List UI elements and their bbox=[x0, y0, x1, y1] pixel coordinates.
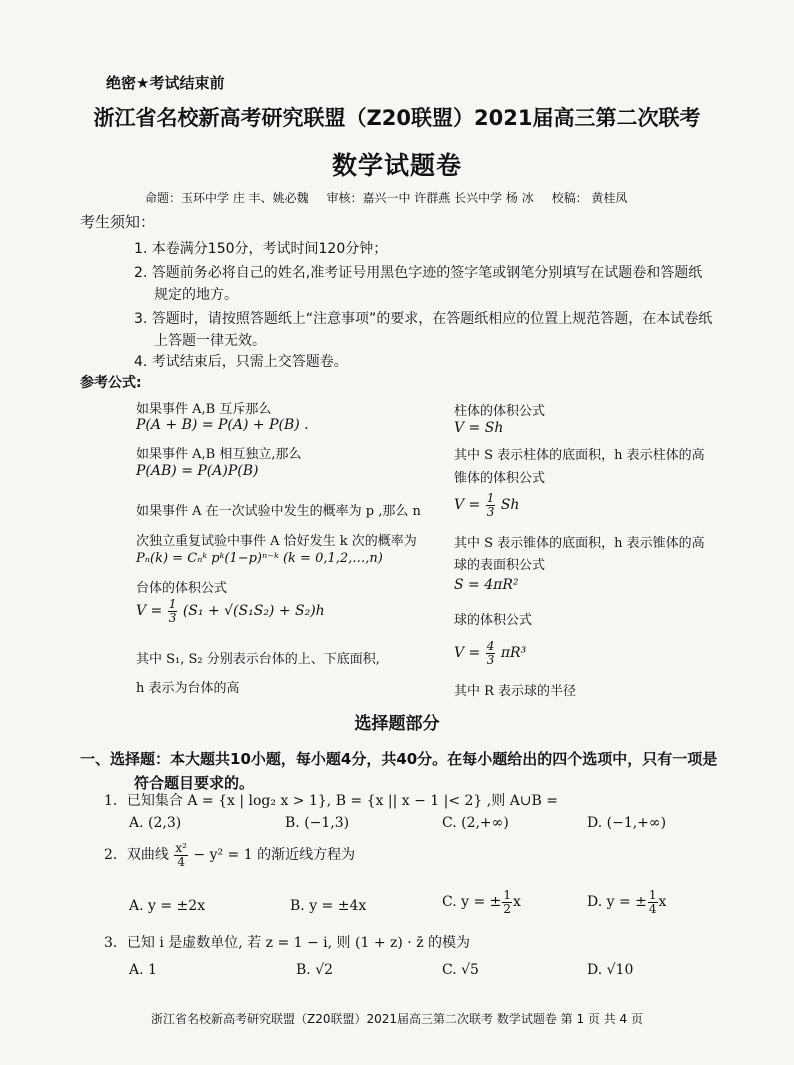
credits-reviewers: 审核：嘉兴一中 许群燕 长兴中学 杨 冰 bbox=[326, 191, 534, 205]
formula-text: 其中 S 表示柱体的底面积，h 表示柱体的高 bbox=[454, 448, 705, 463]
fraction-num: 1 bbox=[168, 597, 177, 611]
part-instructions: 一、选择题：本大题共10小题，每小题4分，共40分。在每小题给出的四个选项中，只有一项是 bbox=[80, 750, 718, 768]
question-option: A. 1 bbox=[129, 962, 157, 978]
formula-frustum-volume bbox=[136, 598, 325, 624]
question-stem: 1．已知集合 A = {x | log₂ x > 1}, B = {x || x − 1 |< 2} ,则 A∪B = bbox=[104, 793, 559, 809]
stem-part: 2．双曲线 bbox=[104, 847, 169, 864]
question-option: B. √2 bbox=[296, 962, 334, 978]
formula-text: 柱体的体积公式 bbox=[454, 404, 546, 419]
fraction bbox=[502, 889, 512, 915]
question-option: C. (2,+∞) bbox=[442, 815, 509, 831]
formula-text: 如果事件 A,B 相互独立,那么 bbox=[136, 447, 302, 462]
option-part: D. y = ± bbox=[587, 894, 647, 911]
credits-proof: 校稿： 黄桂凤 bbox=[551, 191, 628, 205]
part-instructions-cont: 符合题目要求的。 bbox=[134, 774, 255, 792]
section-heading: 选择题部分 bbox=[354, 714, 440, 734]
formula-text: 台体的体积公式 bbox=[136, 581, 228, 596]
formula-text: 球的表面积公式 bbox=[454, 558, 546, 573]
formula-text: 如果事件 A 在一次试验中发生的概率为 p ,那么 n bbox=[136, 504, 421, 519]
fraction-den: 4 bbox=[648, 901, 657, 916]
formula-part: V = bbox=[136, 603, 163, 620]
notice-item: 1. 本卷满分150分，考试时间120分钟； bbox=[134, 241, 388, 257]
question-option: A. (2,3) bbox=[129, 815, 182, 831]
question-option: B. (−1,3) bbox=[285, 815, 350, 831]
question-option: D. (−1,+∞) bbox=[587, 815, 667, 831]
formula-text: 其中 S 表示锥体的底面积，h 表示锥体的高 bbox=[454, 536, 705, 551]
question-stem: 3．已知 i 是虚数单位, 若 z = 1 − i, 则 (1 + z) · z̄ 的模为 bbox=[104, 935, 471, 951]
fraction bbox=[486, 640, 496, 666]
fraction bbox=[486, 492, 496, 518]
notice-item-cont: 上答题一律无效。 bbox=[154, 333, 266, 349]
option-part: x bbox=[513, 894, 521, 911]
fraction-den: 4 bbox=[177, 854, 185, 869]
question-option: B. y = ±4x bbox=[290, 898, 367, 914]
page-footer: 浙江省名校新高考研究联盟（Z20联盟）2021届高三第二次联考 数学试题卷 第 1 页 共 4 页 bbox=[150, 1012, 643, 1026]
option-part: x bbox=[658, 894, 667, 911]
credits bbox=[145, 189, 641, 206]
question-option bbox=[587, 889, 666, 915]
formula-part: V = bbox=[454, 645, 481, 662]
fraction-num: 1 bbox=[503, 888, 512, 902]
notice-item: 4. 考试结束后，只需上交答题卷。 bbox=[134, 354, 348, 370]
exam-subtitle: 数学试题卷 bbox=[331, 151, 462, 180]
formula-part: Sh bbox=[500, 497, 520, 514]
fraction bbox=[168, 598, 178, 624]
fraction-num: x² bbox=[175, 841, 187, 855]
formula-heading: 参考公式: bbox=[80, 375, 142, 391]
formula-math: P(AB) = P(A)P(B) bbox=[136, 463, 259, 479]
question-stem bbox=[104, 842, 355, 868]
fraction-num: 1 bbox=[648, 888, 657, 902]
fraction-den: 3 bbox=[486, 652, 495, 667]
credits-authors: 命题：玉环中学 庄 丰、姚必魏 bbox=[145, 191, 309, 205]
fraction bbox=[648, 889, 658, 915]
formula-text: 其中 S₁, S₂ 分别表示台体的上、下底面积, bbox=[136, 652, 380, 667]
formula-part: πR³ bbox=[500, 645, 527, 662]
notice-item: 2. 答题前务必将自己的姓名,准考证号用黑色字迹的签字笔或钢笔分别填写在试题卷和答题纸 bbox=[134, 265, 703, 281]
formula-part: V = bbox=[454, 497, 481, 514]
notice-heading: 考生须知： bbox=[80, 213, 156, 231]
fraction-den: 2 bbox=[503, 901, 512, 916]
question-option: A. y = ±2x bbox=[129, 898, 206, 914]
formula-math: S = 4πR² bbox=[454, 577, 519, 593]
confidential-label: 绝密★考试结束前 bbox=[106, 74, 225, 92]
stem-part: − y² = 1 的渐近线方程为 bbox=[193, 847, 356, 864]
formula-math: Pₙ(k) = Cₙᵏ pᵏ(1−p)ⁿ⁻ᵏ (k = 0,1,2,…,n) bbox=[136, 551, 383, 566]
fraction-den: 3 bbox=[486, 504, 495, 519]
fraction-den: 3 bbox=[168, 610, 177, 625]
formula-math: V = Sh bbox=[454, 420, 504, 436]
formula-text: 锥体的体积公式 bbox=[454, 471, 546, 486]
fraction-num: 4 bbox=[486, 639, 495, 653]
fraction-num: 1 bbox=[486, 491, 495, 505]
notice-item: 3. 答题时，请按照答题纸上“注意事项”的要求，在答题纸相应的位置上规范答题，在本试卷纸 bbox=[134, 311, 713, 327]
question-option: C. √5 bbox=[442, 962, 479, 978]
formula-text: h 表示为台体的高 bbox=[136, 681, 240, 696]
question-option: D. √10 bbox=[587, 962, 634, 978]
exam-title: 浙江省名校新高考研究联盟（Z20联盟）2021届高三第二次联考 bbox=[93, 106, 701, 130]
formula-text: 球的体积公式 bbox=[454, 613, 533, 628]
formula-text: 次独立重复试验中事件 A 恰好发生 k 次的概率为 bbox=[136, 534, 417, 549]
formula-cone-volume bbox=[454, 492, 519, 518]
question-option bbox=[442, 889, 521, 915]
formula-text: 其中 R 表示球的半径 bbox=[454, 684, 577, 699]
formula-part: (S₁ + √(S₁S₂) + S₂)h bbox=[182, 603, 325, 620]
notice-item-cont: 规定的地方。 bbox=[154, 287, 238, 303]
formula-math: P(A + B) = P(A) + P(B) . bbox=[136, 417, 309, 433]
fraction bbox=[174, 842, 188, 868]
formula-text: 如果事件 A,B 互斥那么 bbox=[136, 402, 272, 417]
formula-sphere-volume bbox=[454, 640, 526, 666]
option-part: C. y = ± bbox=[442, 894, 502, 911]
